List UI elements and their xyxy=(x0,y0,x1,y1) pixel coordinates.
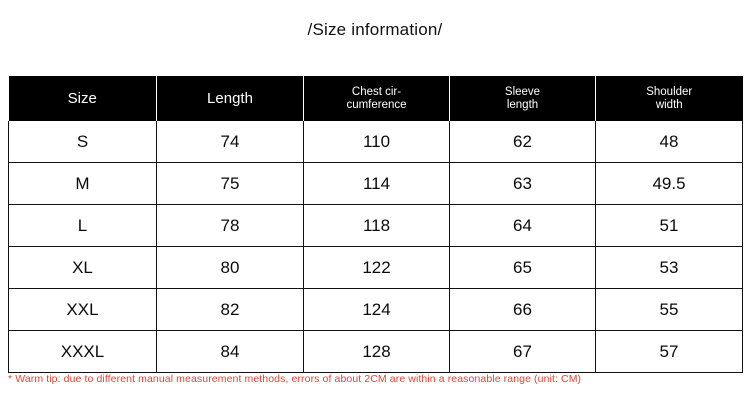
cell-shoulder: 51 xyxy=(596,205,743,247)
cell-size: S xyxy=(9,121,157,163)
table-header-row xyxy=(9,76,743,121)
column-header-shoulder-line2: width xyxy=(655,98,683,111)
cell-shoulder: 49.5 xyxy=(596,163,743,205)
table-row xyxy=(9,247,743,289)
column-header-shoulder-line1: Shoulder xyxy=(646,85,693,98)
cell-size: L xyxy=(9,205,157,247)
cell-length: 82 xyxy=(157,289,304,331)
cell-sleeve: 66 xyxy=(450,289,596,331)
column-header-length-line1: Length xyxy=(207,90,253,107)
cell-sleeve: 65 xyxy=(450,247,596,289)
size-table-container xyxy=(8,76,742,373)
column-header-chest-line2: cumference xyxy=(346,98,407,111)
column-header-sleeve-line1: Sleeve xyxy=(504,85,541,98)
cell-chest: 124 xyxy=(304,289,450,331)
table-body xyxy=(9,121,743,373)
column-header-size-line1: Size xyxy=(67,90,97,107)
cell-length: 80 xyxy=(157,247,304,289)
warm-tip-note: * Warm tip: due to different manual measurement methods, errors of about 2CM are within a reasonable range (unit: CM) xyxy=(8,373,582,385)
table-row xyxy=(9,205,743,247)
cell-size: XXL xyxy=(9,289,157,331)
cell-sleeve: 62 xyxy=(450,121,596,163)
size-table xyxy=(8,76,743,373)
cell-sleeve: 67 xyxy=(450,331,596,373)
column-header-chest-circumference xyxy=(304,76,450,121)
column-header-shoulder-width xyxy=(596,76,743,121)
cell-chest: 128 xyxy=(304,331,450,373)
table-row xyxy=(9,289,743,331)
column-header-length xyxy=(157,76,304,121)
cell-chest: 118 xyxy=(304,205,450,247)
column-header-size xyxy=(9,76,157,121)
cell-sleeve: 64 xyxy=(450,205,596,247)
cell-length: 78 xyxy=(157,205,304,247)
column-header-chest-line1: Chest cir- xyxy=(351,85,402,98)
cell-chest: 114 xyxy=(304,163,450,205)
cell-length: 74 xyxy=(157,121,304,163)
cell-size: M xyxy=(9,163,157,205)
cell-sleeve: 63 xyxy=(450,163,596,205)
cell-chest: 110 xyxy=(304,121,450,163)
page-title: /Size information/ xyxy=(307,20,443,39)
table-row xyxy=(9,163,743,205)
column-header-sleeve-line2: length xyxy=(506,98,539,111)
cell-length: 84 xyxy=(157,331,304,373)
table-header xyxy=(9,76,743,121)
cell-size: XXXL xyxy=(9,331,157,373)
cell-shoulder: 57 xyxy=(596,331,743,373)
column-header-sleeve-length xyxy=(450,76,596,121)
cell-shoulder: 53 xyxy=(596,247,743,289)
table-row xyxy=(9,331,743,373)
table-row xyxy=(9,121,743,163)
cell-length: 75 xyxy=(157,163,304,205)
cell-shoulder: 48 xyxy=(596,121,743,163)
cell-shoulder: 55 xyxy=(596,289,743,331)
cell-size: XL xyxy=(9,247,157,289)
cell-chest: 122 xyxy=(304,247,450,289)
